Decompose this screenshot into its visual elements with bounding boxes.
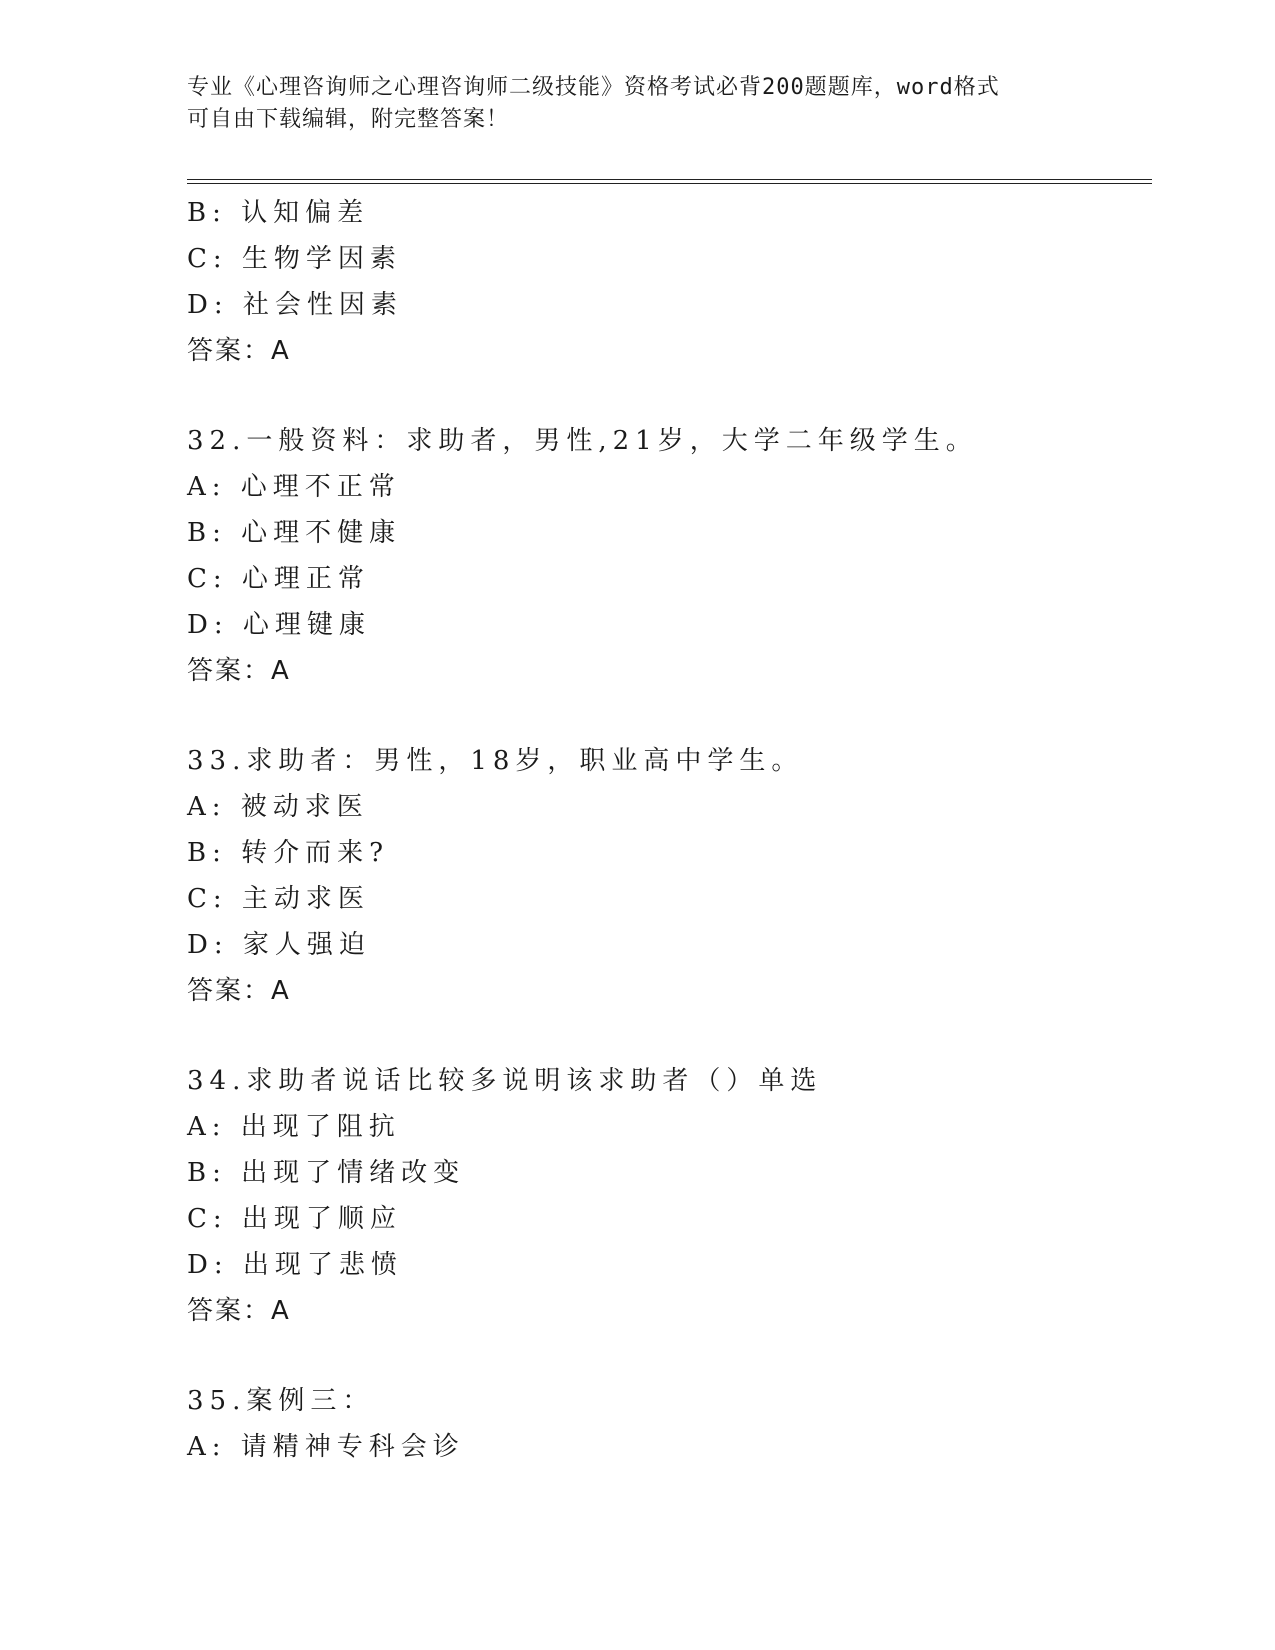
answer-line: 答案：A <box>187 336 291 366</box>
answer-line: 答案：A <box>187 656 291 686</box>
option-line: A: 请精神专科会诊 <box>187 1432 465 1462</box>
question-list <box>187 190 1147 1470</box>
question-block <box>187 1058 1147 1334</box>
option-line: B: 认知偏差 <box>187 198 370 228</box>
question-text: 34.求助者说话比较多说明该求助者（）单选 <box>187 1066 823 1096</box>
block-gap <box>187 374 1147 418</box>
block-gap <box>187 1014 1147 1058</box>
question-text: 32.一般资料：求助者，男性,21岁，大学二年级学生。 <box>187 426 978 456</box>
block-gap <box>187 694 1147 738</box>
option-line: D: 心理键康 <box>187 610 371 640</box>
question-block <box>187 418 1147 694</box>
option-line: C: 主动求医 <box>187 884 370 914</box>
header-divider-bottom <box>187 183 1152 184</box>
answer-line: 答案：A <box>187 976 291 1006</box>
option-line: C: 生物学因素 <box>187 244 402 274</box>
option-line: B: 心理不健康 <box>187 518 402 548</box>
question-block <box>187 190 1147 374</box>
option-line: B: 转介而来? <box>187 838 390 868</box>
question-text: 35.案例三： <box>187 1386 375 1416</box>
option-line: C: 心理正常 <box>187 564 370 594</box>
option-line: A: 出现了阻抗 <box>187 1112 401 1142</box>
block-gap <box>187 1334 1147 1378</box>
option-line: D: 家人强迫 <box>187 930 371 960</box>
option-line: C: 出现了顺应 <box>187 1204 402 1234</box>
answer-line: 答案：A <box>187 1296 291 1326</box>
header-line-2: 可自由下载编辑，附完整答案！ <box>187 107 510 132</box>
option-line: A: 被动求医 <box>187 792 369 822</box>
option-line: D: 社会性因素 <box>187 290 403 320</box>
question-text: 33.求助者：男性，18岁，职业高中学生。 <box>187 746 804 776</box>
header-divider-top <box>187 179 1152 180</box>
document-header <box>187 72 1087 136</box>
option-line: B: 出现了情绪改变 <box>187 1158 466 1188</box>
question-block <box>187 1378 1147 1470</box>
option-line: D: 出现了悲愤 <box>187 1250 403 1280</box>
question-block <box>187 738 1147 1014</box>
option-line: A: 心理不正常 <box>187 472 401 502</box>
header-line-1: 专业《心理咨询师之心理咨询师二级技能》资格考试必背200题题库，word格式 <box>187 75 1000 100</box>
